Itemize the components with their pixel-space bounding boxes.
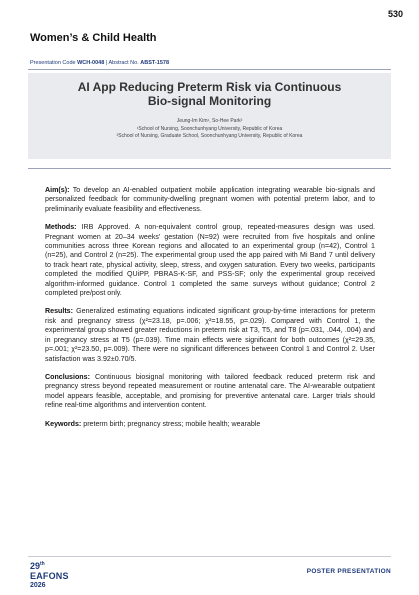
aims-paragraph — [45, 186, 375, 214]
presentation-code-label: Presentation Code — [30, 60, 76, 66]
abstract-title — [28, 80, 391, 108]
conclusions-text: Continuous biosignal monitoring with tailored feedback reduced preterm risk and pregnancy stress beyond repeated measurement or routine antenatal care. The AI-wearable outpatient model appears feasible, acceptable, and promising for preventive antenatal care. Larger trials should refine real-time algorithms and intervention content. — [45, 372, 375, 410]
body-divider — [28, 168, 391, 169]
abstract-number: ABST-1578 — [140, 60, 170, 66]
title-line-1: AI App Reducing Preterm Risk via Continuous — [77, 80, 342, 94]
page-number: 530 — [387, 9, 403, 19]
methods-paragraph — [45, 223, 375, 298]
keywords-paragraph — [45, 420, 375, 429]
logo-edition — [30, 560, 69, 571]
results-text: Generalized estimating equations indicated significant group-by-time interactions for preterm risk and pregnancy stress (χ²=23.18, p=.006; χ²=18.55, p=.029). Compared with Control 1, the experimental group showed greater reductions in preterm risk at T3, T5, and T8 (p=.031, .044, .004) and in pregnancy stress at T5 (p=.039). Time main effects were significant for both outcomes (χ²=29.35, p=.001; χ²=23.50, p=.009). There were no significant differences between Control 1 and Control 2. User satisfaction was 3.92±0.70/5. — [45, 307, 375, 363]
aims-label: Aim(s): — [45, 186, 70, 194]
abstract-body — [45, 186, 375, 438]
title-line-2: Bio-signal Monitoring — [147, 94, 272, 108]
aims-text: To develop an AI-enabled outpatient mobile application integrating wearable bio-signals and personalized feedback for community-dwelling pregnant women with potential preterm labor, and to preliminarily evaluate feasibility and effectiveness. — [45, 186, 376, 213]
code-separator: | — [104, 60, 109, 66]
logo-number: 29 — [30, 561, 41, 571]
abstract-number-label: Abstract No. — [108, 60, 139, 66]
header-divider — [28, 69, 391, 70]
keywords-label: Keywords: — [45, 419, 82, 428]
eafons-logo — [30, 560, 69, 590]
methods-label: Methods: — [45, 223, 77, 232]
logo-suffix: th — [40, 561, 45, 567]
authors: Jeung-Im Kim¹, So-Hee Park² — [176, 118, 243, 124]
methods-text: IRB Approved. A non-equivalent control group, repeated-measures design was used. Pregnant women at 20–34 weeks’ gestation (N=92) were recruited from five hospitals and online communities across three Korean regions and allocated to an experimental group (n=42), Control 1 (n=25), and Control 2 (n=25). The experimental group used the app paired with Mi Band 7 until delivery to track heart rate, physical activity, sleep, stress, and oxygen saturation. Every two weeks, participants completed the modified QUiPP, PBRAS-K-SF, and PSS-SF; only the experimental group received algorithm-informed guidance. Control 1 completed the same surveys without guidance; Control 2 completed pre/post only. — [45, 223, 375, 298]
presentation-codes — [30, 60, 169, 66]
poster-presentation-label: POSTER PRESENTATION — [306, 568, 391, 575]
keywords-text: preterm birth; pregnancy stress; mobile health; wearable — [83, 419, 261, 428]
section-title: Women’s & Child Health — [30, 32, 157, 44]
affiliation-2: ²School of Nursing, Graduate School, Soonchunhyang University, Republic of Korea — [116, 133, 303, 139]
results-paragraph — [45, 307, 375, 363]
conclusions-label: Conclusions: — [45, 372, 90, 381]
affiliation-1: ¹School of Nursing, Soonchunhyang University, Republic of Korea — [136, 126, 283, 132]
logo-year: 2026 — [30, 582, 46, 589]
author-block — [28, 118, 391, 140]
footer-divider — [28, 556, 391, 557]
presentation-code: WCH-0048 — [77, 60, 105, 66]
conclusions-paragraph — [45, 373, 375, 411]
results-label: Results: — [45, 307, 73, 316]
logo-name: EAFONS — [30, 571, 69, 581]
